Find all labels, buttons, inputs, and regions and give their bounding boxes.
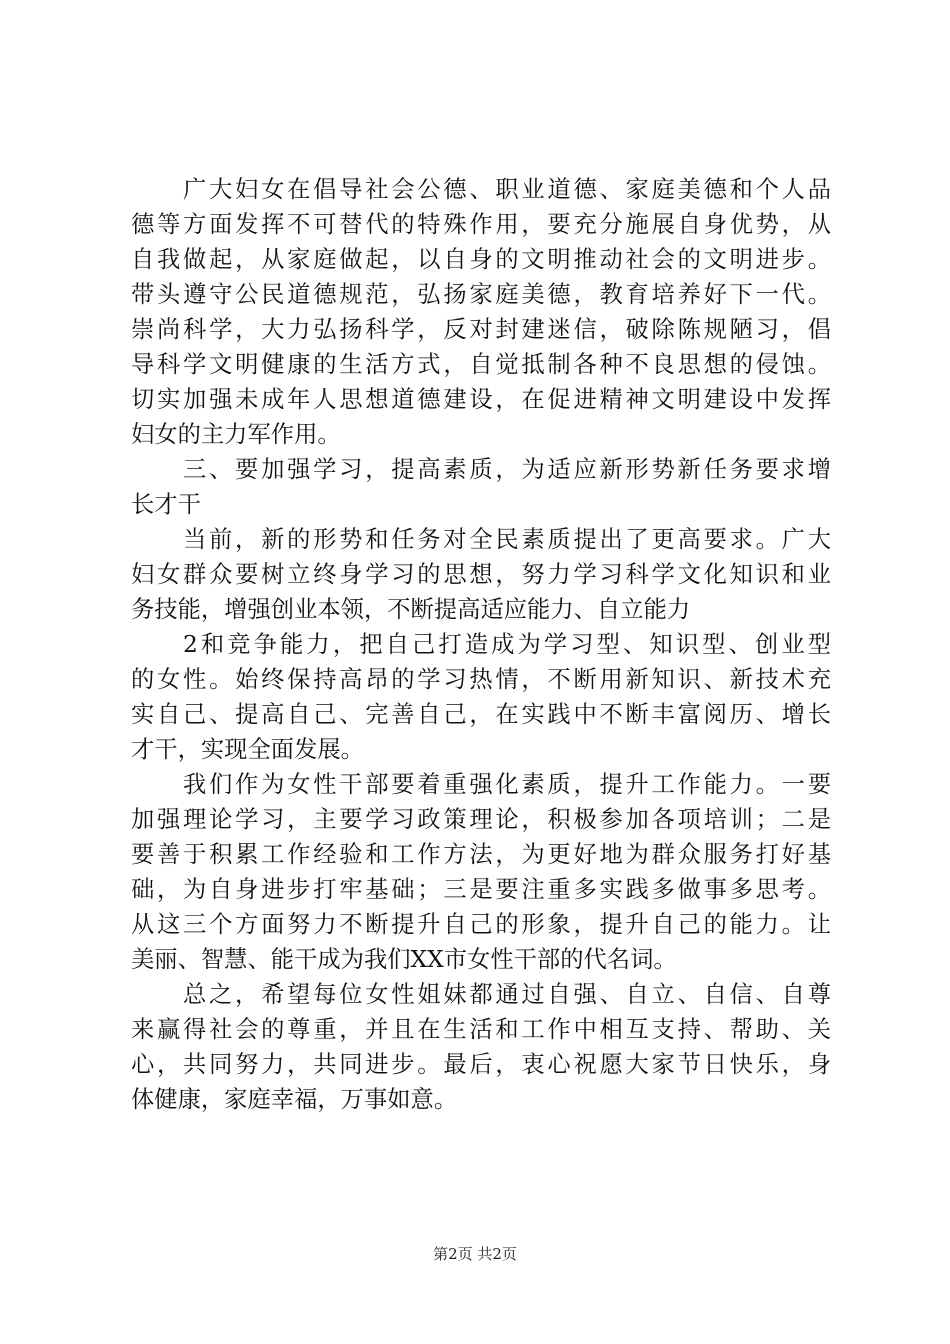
text-line: 从这三个方面努力不断提升自己的形象，提升自己的能力。让 <box>131 911 831 938</box>
text-line: 总之，希望每位女性姐妹都通过自强、自立、自信、自尊 <box>183 981 831 1008</box>
text-line: 2和竞争能力，把自己打造成为学习型、知识型、创业型 <box>183 631 831 658</box>
text-line: 务技能，增强创业本领，不断提高适应能力、自立能力 <box>131 596 691 623</box>
text-line: 我们作为女性干部要着重强化素质，提升工作能力。一要 <box>183 771 831 798</box>
text-line: 德等方面发挥不可替代的特殊作用，要充分施展自身优势，从 <box>131 211 831 238</box>
text-line: 广大妇女在倡导社会公德、职业道德、家庭美德和个人品 <box>183 176 831 203</box>
text-line: 才干，实现全面发展。 <box>131 736 364 763</box>
text-line: 心，共同努力，共同进步。最后，衷心祝愿大家节日快乐，身 <box>131 1051 831 1078</box>
text-line: 三、要加强学习，提高素质，为适应新形势新任务要求增 <box>183 456 831 483</box>
text-line: 妇女群众要树立终身学习的思想，努力学习科学文化知识和业 <box>131 561 831 588</box>
text-line: 来赢得社会的尊重，并且在生活和工作中相互支持、帮助、关 <box>131 1016 831 1043</box>
text-line: 加强理论学习，主要学习政策理论，积极参加各项培训；二是 <box>131 806 831 833</box>
text-line: 切实加强未成年人思想道德建设，在促进精神文明建设中发挥 <box>131 386 831 413</box>
text-line: 的女性。始终保持高昂的学习热情，不断用新知识、新技术充 <box>131 666 831 693</box>
text-line: 美丽、智慧、能干成为我们XX市女性干部的代名词。 <box>131 946 677 973</box>
text-line: 自我做起，从家庭做起，以自身的文明推动社会的文明进步。 <box>131 246 831 273</box>
text-line: 当前，新的形势和任务对全民素质提出了更高要求。广大 <box>183 526 831 553</box>
text-line: 要善于积累工作经验和工作方法，为更好地为群众服务打好基 <box>131 841 831 868</box>
document-body <box>131 172 831 1117</box>
text-line: 崇尚科学，大力弘扬科学，反对封建迷信，破除陈规陋习，倡 <box>131 316 831 343</box>
text-line: 础，为自身进步打牢基础；三是要注重多实践多做事多思考。 <box>131 876 831 903</box>
text-line: 长才干 <box>131 491 201 518</box>
text-line: 导科学文明健康的生活方式，自觉抵制各种不良思想的侵蚀。 <box>131 351 831 378</box>
text-line: 实自己、提高自己、完善自己，在实践中不断丰富阅历、增长 <box>131 701 831 728</box>
text-line: 体健康，家庭幸福，万事如意。 <box>131 1086 458 1113</box>
page-footer: 第2页 共2页 <box>433 1245 517 1263</box>
text-line: 妇女的主力军作用。 <box>131 421 341 448</box>
text-line: 带头遵守公民道德规范，弘扬家庭美德，教育培养好下一代。 <box>131 281 831 308</box>
